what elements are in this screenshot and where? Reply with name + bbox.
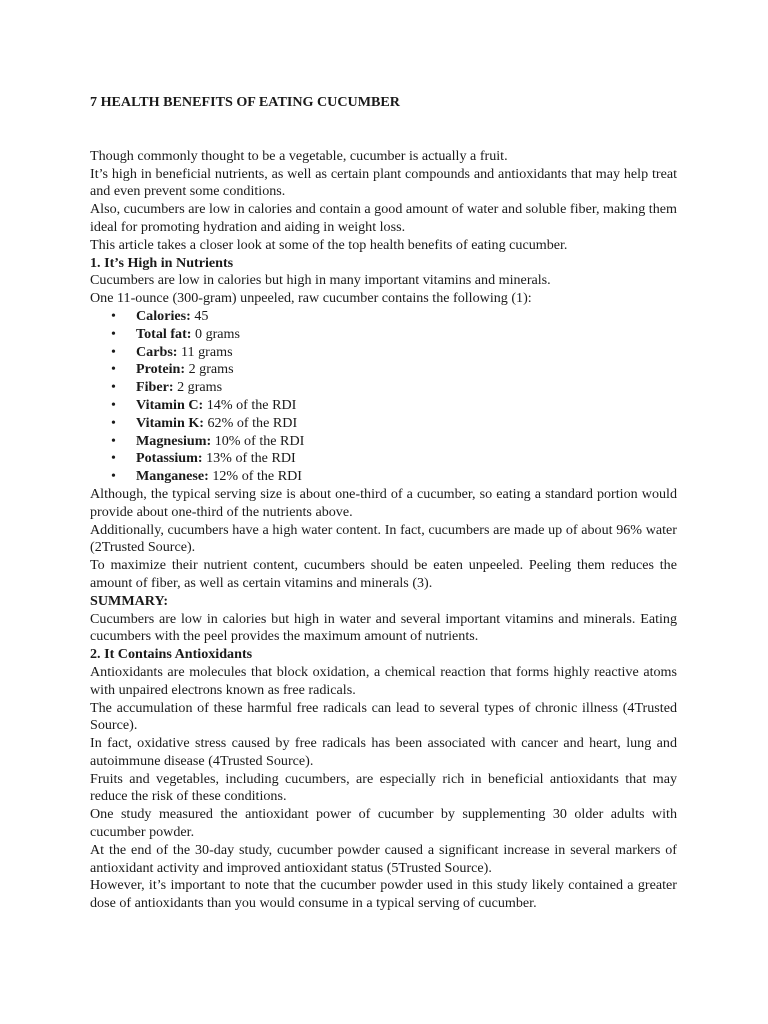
list-item <box>111 432 677 451</box>
paragraph: At the end of the 30-day study, cucumber powder caused a significant increase in several markers of antioxidant activity and improved antioxidant status (5Trusted Source). <box>90 841 677 876</box>
nutrient-value: 13% of the RDI <box>202 450 296 467</box>
list-item <box>111 468 677 486</box>
nutrient-list <box>90 308 677 486</box>
bullet-icon: • <box>111 414 116 431</box>
summary-text: Cucumbers are low in calories but high in water and several important vitamins and minerals. Eating cucumbers with the peel provides the maximum amount of nutrients. <box>90 610 677 645</box>
nutrient-name: Calories: <box>136 307 191 324</box>
bullet-icon: • <box>111 396 116 413</box>
nutrient-value: 0 grams <box>191 325 241 342</box>
bullet-icon: • <box>111 450 116 467</box>
paragraph: In fact, oxidative stress caused by free radicals has been associated with cancer and heart, lung and autoimmune disease (4Trusted Source). <box>90 735 677 769</box>
paragraph: One study measured the antioxidant power of cucumber by supplementing 30 older adults with cucumber powder. <box>90 806 677 841</box>
nutrient-name: Fiber: <box>136 379 174 396</box>
intro-paragraph: Though commonly thought to be a vegetable, cucumber is actually a fruit. <box>90 147 508 164</box>
paragraph: Although, the typical serving size is about one-third of a cucumber, so eating a standard portion would provide about one-third of the nutrients above. <box>90 485 677 520</box>
nutrient-value: 45 <box>190 307 209 324</box>
list-item <box>111 343 677 362</box>
paragraph: Additionally, cucumbers have a high water content. In fact, cucumbers are made up of about 96% water (2Trusted Source). <box>90 521 677 556</box>
intro-paragraph: Also, cucumbers are low in calories and contain a good amount of water and soluble fiber, making them ideal for promoting hydration and aiding in weight loss. <box>90 201 677 235</box>
nutrient-name: Protein: <box>136 361 186 378</box>
list-item <box>111 450 677 468</box>
list-item <box>111 379 677 397</box>
section-heading-nutrients: 1. It’s High in Nutrients <box>90 254 234 271</box>
nutrient-value: 10% of the RDI <box>211 432 305 449</box>
paragraph: One 11-ounce (300-gram) unpeeled, raw cucumber contains the following (1): <box>90 290 532 307</box>
nutrient-value: 11 grams <box>177 343 233 360</box>
nutrient-value: 14% of the RDI <box>203 396 297 413</box>
bullet-icon: • <box>111 307 116 324</box>
document-title: 7 HEALTH BENEFITS OF EATING CUCUMBER <box>90 94 400 110</box>
bullet-icon: • <box>111 379 116 396</box>
list-item <box>111 396 677 415</box>
bullet-icon: • <box>111 343 116 360</box>
paragraph: The accumulation of these harmful free radicals can lead to several types of chronic illness (4Trusted Source). <box>90 699 677 734</box>
list-item <box>111 361 677 379</box>
nutrient-name: Potassium: <box>136 450 203 467</box>
paragraph: Antioxidants are molecules that block oxidation, a chemical reaction that forms highly reactive atoms with unpaired electrons known as free radicals. <box>90 663 677 698</box>
bullet-icon: • <box>111 361 116 378</box>
nutrient-name: Carbs: <box>136 343 178 360</box>
intro-paragraph: This article takes a closer look at some of the top health benefits of eating cucumber. <box>90 236 568 253</box>
summary-heading: SUMMARY: <box>90 592 169 609</box>
nutrient-value: 2 grams <box>185 361 234 378</box>
intro-paragraph: It’s high in beneficial nutrients, as well as certain plant compounds and antioxidants that may help treat and even prevent some conditions. <box>90 165 677 200</box>
bullet-icon: • <box>111 468 116 485</box>
paragraph: However, it’s important to note that the cucumber powder used in this study likely contained a greater dose of antioxidants than you would consume in a typical serving of cucumber. <box>90 877 677 912</box>
list-item <box>111 307 677 326</box>
nutrient-value: 2 grams <box>173 379 223 396</box>
nutrient-name: Manganese: <box>136 468 209 485</box>
bullet-icon: • <box>111 432 116 449</box>
paragraph: Cucumbers are low in calories but high in many important vitamins and minerals. <box>90 272 551 289</box>
list-item <box>111 325 677 344</box>
section-heading-antioxidants: 2. It Contains Antioxidants <box>90 646 253 663</box>
document-body <box>90 94 677 913</box>
list-item <box>111 414 677 433</box>
nutrient-name: Total fat: <box>136 325 192 342</box>
nutrient-value: 12% of the RDI <box>208 468 302 485</box>
nutrient-name: Vitamin C: <box>136 396 204 413</box>
nutrient-value: 62% of the RDI <box>203 414 298 431</box>
nutrient-name: Vitamin K: <box>136 414 204 431</box>
nutrient-name: Magnesium: <box>136 432 212 449</box>
paragraph: Fruits and vegetables, including cucumbers, are especially rich in beneficial antioxidants that may reduce the risk of these conditions. <box>90 770 677 805</box>
bullet-icon: • <box>111 325 116 342</box>
paragraph: To maximize their nutrient content, cucumbers should be eaten unpeeled. Peeling them reduces the amount of fiber, as well as certain vitamins and minerals (3). <box>90 557 677 591</box>
